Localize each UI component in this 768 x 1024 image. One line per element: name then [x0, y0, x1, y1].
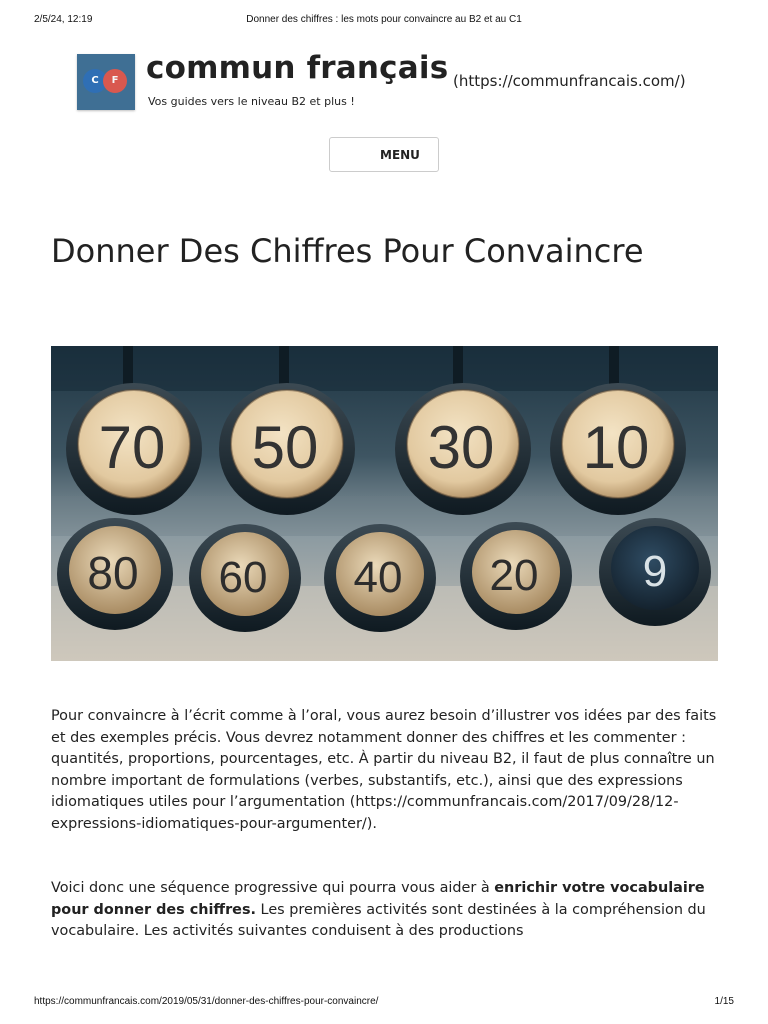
key-label-10: 10	[582, 414, 650, 481]
print-date: 2/5/24, 12:19	[34, 14, 93, 25]
site-url[interactable]: (https://communfrancais.com/)	[453, 72, 686, 90]
print-document-title: Donner des chiffres : les mots pour convaincre au B2 et au C1	[246, 14, 522, 25]
paragraph-2-start: Voici donc une séquence progressive qui pourra vous aider à	[51, 880, 495, 896]
print-footer	[0, 996, 768, 1012]
article-paragraph-2	[51, 878, 721, 946]
key-label-80: 80	[87, 547, 139, 599]
article-paragraph-1	[51, 706, 721, 835]
paragraph-2-end: Les premières activités sont destinées à la compréhension du vocabulaire. Les activités suivantes conduisent à des productions	[51, 901, 706, 939]
hero-image-typewriter-keys	[51, 346, 718, 661]
site-name[interactable]: commun français	[146, 50, 449, 86]
logo-letter-c: C	[83, 69, 107, 93]
site-logo[interactable]	[77, 54, 135, 110]
page-title: Donner Des Chiffres Pour Convaincre	[51, 232, 644, 270]
logo-letter-f: F	[103, 69, 127, 93]
menu-button[interactable]	[329, 137, 439, 172]
paragraph-2-bold: enrichir votre vocabulaire pour donner des chiffres.	[51, 880, 705, 918]
key-label-40: 40	[353, 553, 403, 602]
key-label-50: 50	[251, 414, 319, 481]
key-label-60: 60	[218, 553, 268, 602]
key-label-70: 70	[98, 414, 166, 481]
print-page-number: 1/15	[714, 996, 734, 1007]
site-tagline: Vos guides vers le niveau B2 et plus !	[148, 95, 355, 108]
paragraph-1-text: Pour convaincre à l’écrit comme à l’oral, vous aurez besoin d’illustrer vos idées par des faits et des exemples précis. Vous devrez notamment donner des chiffres et les commenter : quantités, proportions, pourcentages, etc. À partir du niveau B2, il faut de plus connaître un nombre important de formulations (verbes, substantifs, etc.), ainsi que des expressions idiomatiques utiles pour l’argumentation (https://communfrancais.com/2017/09/28/12-expressions-idiomatiques-pour-argumenter/).	[51, 708, 717, 832]
print-footer-url: https://communfrancais.com/2019/05/31/donner-des-chiffres-pour-convaincre/	[34, 996, 379, 1007]
menu-button-label: MENU	[380, 148, 420, 162]
key-label-9: 9	[642, 547, 668, 596]
key-label-30: 30	[427, 414, 495, 481]
key-label-20: 20	[489, 551, 539, 600]
print-header	[0, 14, 768, 30]
paragraph-2-text	[51, 878, 721, 943]
